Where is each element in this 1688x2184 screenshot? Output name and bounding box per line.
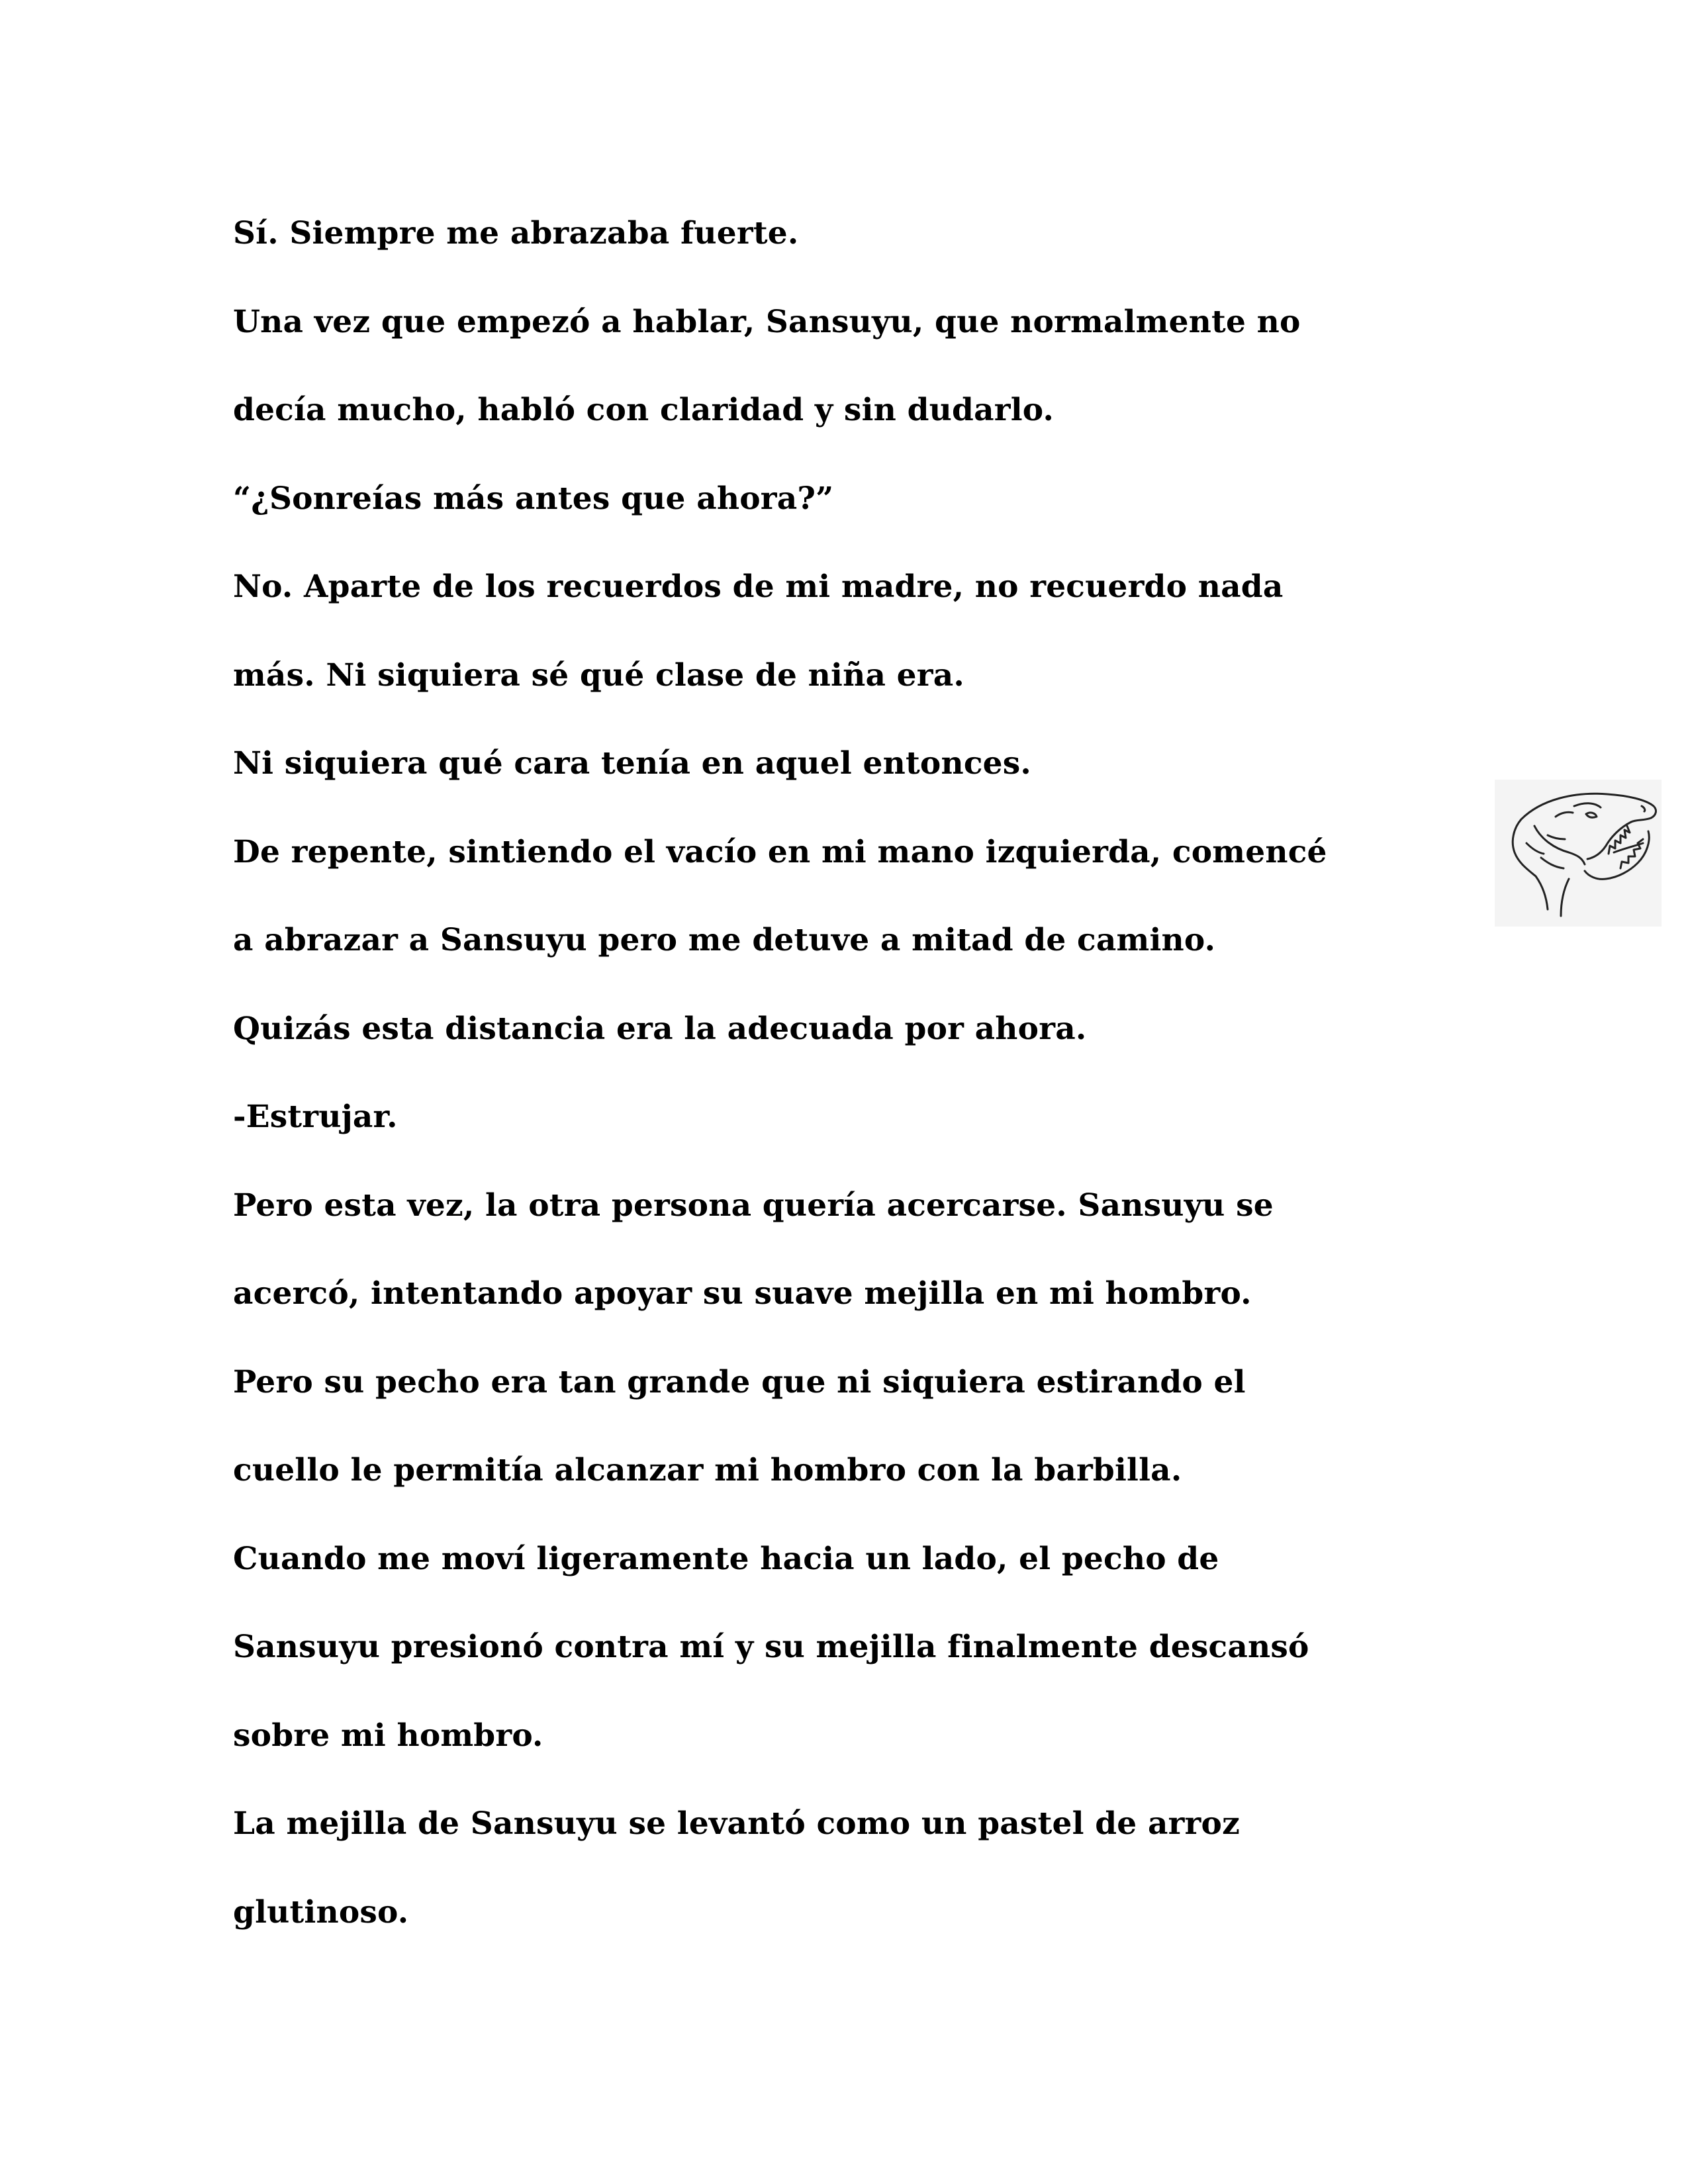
text-line: más. Ni siquiera sé qué clase de niña era. — [233, 657, 964, 694]
text-line: Una vez que empezó a hablar, Sansuyu, que normalmente no — [233, 303, 1301, 340]
text-line: sobre mi hombro. — [233, 1717, 543, 1754]
dinosaur-head-sketch-icon — [1495, 780, 1662, 927]
text-line: Sansuyu presionó contra mí y su mejilla finalmente descansó — [233, 1629, 1309, 1665]
text-line: glutinoso. — [233, 1893, 409, 1931]
text-line: cuello le permitía alcanzar mi hombro con la barbilla. — [233, 1452, 1182, 1488]
text-line: Sí. Siempre me abrazaba fuerte. — [233, 215, 799, 251]
text-line: Pero su pecho era tan grande que ni siquiera estirando el — [233, 1363, 1246, 1400]
text-line: Cuando me moví ligeramente hacia un lado, el pecho de — [233, 1540, 1219, 1577]
text-line: “¿Sonreías más antes que ahora?” — [233, 480, 834, 517]
text-line: De repente, sintiendo el vacío en mi mano izquierda, comencé — [233, 833, 1327, 870]
text-line: No. Aparte de los recuerdos de mi madre, no recuerdo nada — [233, 569, 1284, 605]
text-line: La mejilla de Sansuyu se levantó como un pastel de arroz — [233, 1805, 1240, 1842]
text-line: decía mucho, habló con claridad y sin dudarlo. — [233, 392, 1055, 428]
text-line: Ni siquiera qué cara tenía en aquel entonces. — [233, 745, 1031, 782]
text-line: -Estrujar. — [233, 1099, 398, 1135]
text-line: a abrazar a Sansuyu pero me detuve a mitad de camino. — [233, 922, 1216, 958]
body-text — [233, 189, 1477, 1956]
text-line: Pero esta vez, la otra persona quería acercarse. Sansuyu se — [233, 1187, 1274, 1224]
text-line: Quizás esta distancia era la adecuada por ahora. — [233, 1010, 1087, 1047]
text-line: acercó, intentando apoyar su suave mejilla en mi hombro. — [233, 1275, 1252, 1312]
